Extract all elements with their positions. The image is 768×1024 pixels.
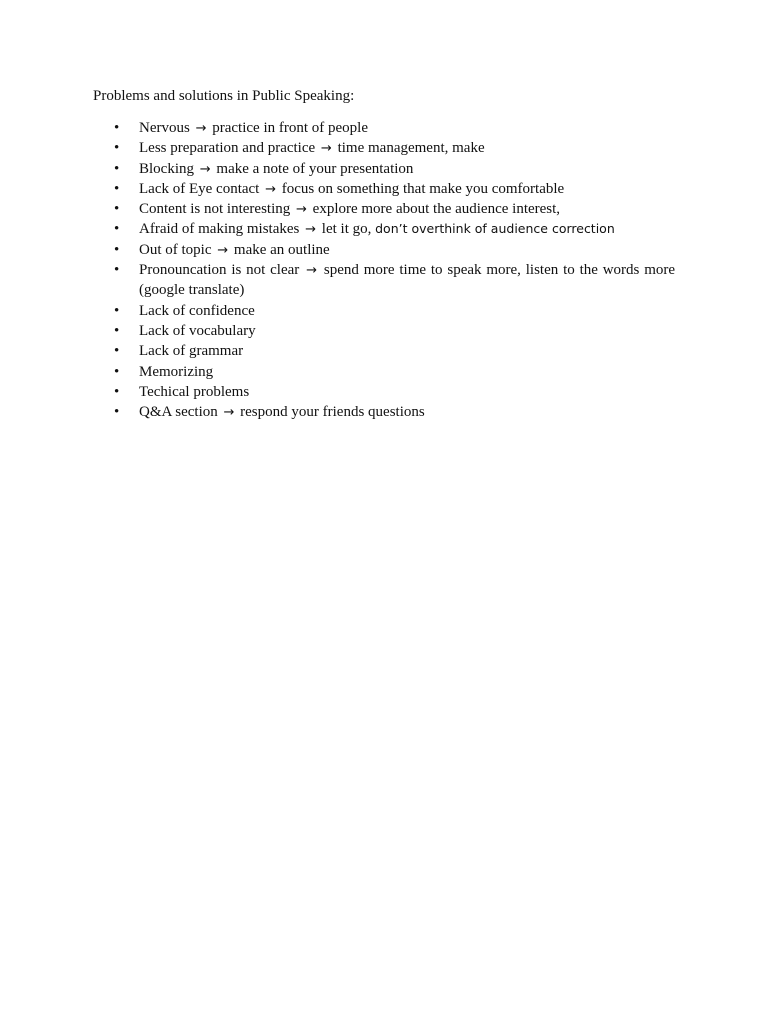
solution-text: make an outline: [233, 241, 330, 258]
problem-text: Memorizing: [139, 363, 214, 380]
solution-text: practice in front of people: [212, 120, 368, 136]
problem-text: Lack of Eye contact: [139, 180, 260, 197]
arrow-right-icon: →: [296, 202, 307, 218]
bullet-icon: •: [114, 160, 120, 177]
bullet-icon: •: [114, 363, 120, 380]
arrow-right-icon: →: [320, 141, 332, 157]
bullet-icon: •: [114, 322, 120, 339]
arrow-right-icon: →: [305, 222, 317, 238]
document-heading: Problems and solutions in Public Speaking:: [93, 88, 355, 104]
solution-text: focus on something that make you comfortable: [281, 180, 565, 197]
bullet-icon: •: [114, 241, 120, 258]
bullet-icon: •: [114, 201, 120, 218]
list-item: [93, 179, 675, 199]
arrow-right-icon: →: [306, 263, 318, 279]
problems-list: [93, 118, 675, 422]
list-item: [93, 159, 675, 179]
bullet-icon: •: [114, 120, 120, 136]
problem-text: Techical problems: [139, 383, 250, 400]
list-item: [93, 199, 675, 219]
problem-text: Q&A section: [139, 404, 218, 421]
problem-text: Lack of confidence: [139, 302, 255, 319]
bullet-icon: •: [114, 140, 120, 157]
bullet-icon: •: [114, 221, 120, 238]
problem-text: Afraid of making mistakes: [139, 221, 300, 238]
solution-text: let it go,: [321, 221, 372, 238]
problem-text: Nervous: [139, 120, 190, 136]
list-item: [93, 321, 675, 341]
list-item: [93, 402, 675, 422]
list-item: [93, 138, 675, 158]
solution-text: make a note of your presentation: [216, 160, 414, 177]
list-item: [93, 301, 675, 321]
problem-text: Pronouncation is not clear: [139, 262, 300, 279]
bullet-icon: •: [114, 262, 120, 279]
solution-text: respond your friends questions: [240, 404, 425, 421]
list-item: [93, 260, 675, 301]
solution-text: spend more time to speak more, listen to the words more (google translate): [139, 262, 676, 299]
problem-text: Lack of grammar: [139, 343, 244, 360]
bullet-icon: •: [114, 404, 120, 421]
list-item: [93, 341, 675, 361]
solution-text: explore more about the audience interest,: [312, 201, 561, 218]
list-item: [93, 219, 675, 239]
problem-text: Blocking: [139, 160, 194, 177]
bullet-icon: •: [114, 383, 120, 400]
solution-text: time management, make: [337, 140, 485, 157]
list-item: [93, 240, 675, 260]
arrow-right-icon: →: [199, 161, 211, 177]
problem-text: Less preparation and practice: [139, 140, 316, 157]
list-item: [93, 382, 675, 402]
list-item: [93, 118, 675, 138]
problem-text: Out of topic: [139, 241, 212, 258]
arrow-right-icon: →: [223, 405, 235, 421]
problem-text: Content is not interesting: [139, 201, 291, 218]
arrow-right-icon: →: [217, 242, 229, 258]
problem-text: Lack of vocabulary: [139, 322, 256, 339]
arrow-right-icon: →: [195, 121, 207, 136]
bullet-icon: •: [114, 343, 120, 360]
list-item: [93, 362, 675, 382]
bullet-icon: •: [114, 180, 120, 197]
solution-extra-text: don’t overthink of audience correction: [375, 221, 615, 237]
arrow-right-icon: →: [265, 181, 277, 197]
bullet-icon: •: [114, 302, 120, 319]
